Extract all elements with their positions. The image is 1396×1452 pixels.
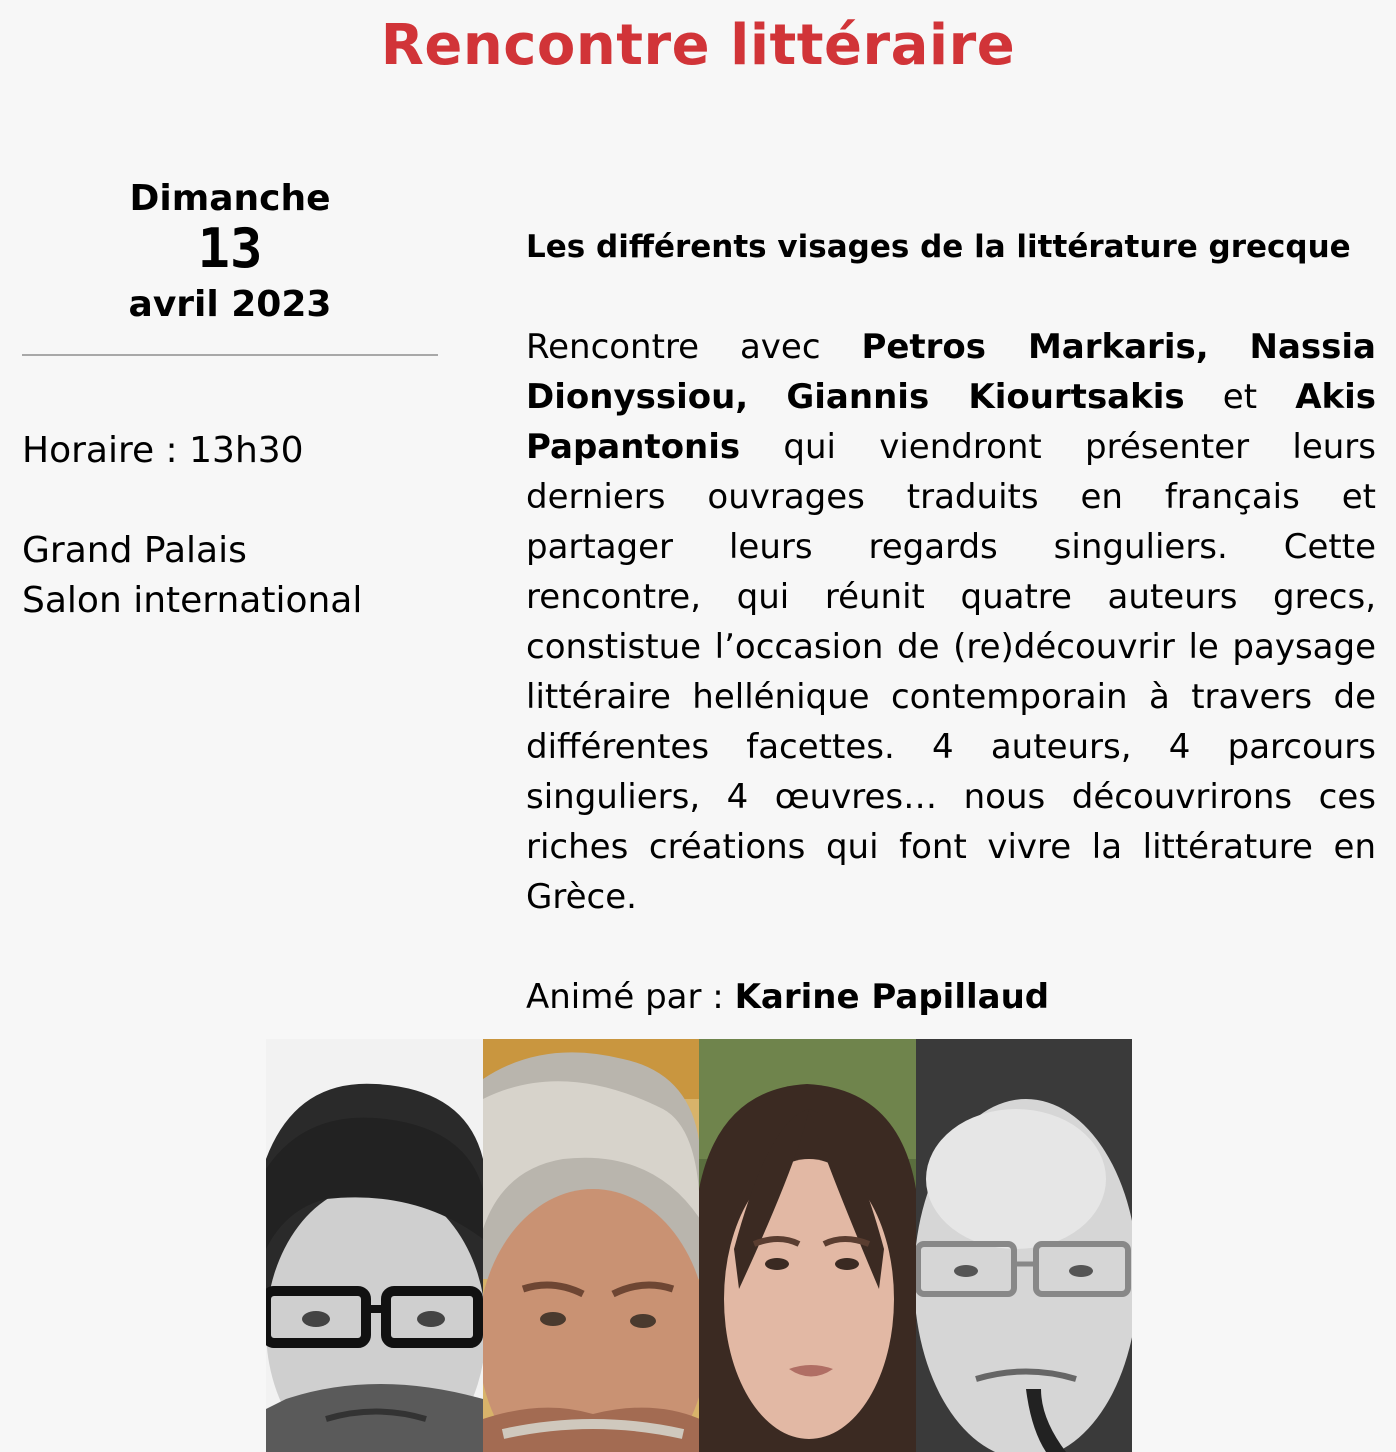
host — [526, 972, 1376, 1022]
author-portrait-2 — [483, 1039, 700, 1452]
date-day-number: 13 — [197, 217, 263, 280]
author-name: Nassia Dionyssiou, — [526, 327, 1376, 417]
author-name: Petros Markaris, — [861, 327, 1209, 367]
event-description — [526, 322, 1376, 922]
schedule-label: Horaire : — [22, 430, 178, 471]
author-portrait-4 — [916, 1039, 1133, 1452]
venue-name: Grand Palais — [22, 530, 247, 571]
host-name: Karine Papillaud — [734, 977, 1050, 1017]
schedule-time: 13h30 — [189, 430, 304, 471]
host-label: Animé par : — [526, 977, 724, 1017]
description-text: qui viendront présenter leurs derniers ouvrages traduits en français et partager leurs regards singuliers. Cette rencontre, qui réunit quatre auteurs grecs, constistue l’occasion de (re)découvrir le paysage littéraire hellénique contemporain à travers de différentes facettes. 4 auteurs, 4 parcours singuliers, 4 œuvres… nous découvrirons ces riches créations qui font vivre la littérature en Grèce. — [526, 427, 1376, 917]
venue-detail: Salon international — [22, 580, 363, 621]
date-weekday: Dimanche — [129, 178, 331, 219]
event-description-column — [526, 222, 1376, 1022]
intro-text: Rencontre avec — [526, 327, 821, 367]
author-portrait-1 — [266, 1039, 483, 1452]
author-name: Giannis Kiourtsakis — [786, 377, 1185, 417]
divider — [22, 354, 438, 356]
authors-photo-strip — [266, 1039, 1132, 1452]
page-title: Rencontre littéraire — [380, 13, 1016, 78]
event-info-column — [22, 176, 438, 626]
conjunction-text: et — [1222, 377, 1258, 417]
author-name: Akis Papantonis — [526, 377, 1377, 467]
venue — [22, 526, 438, 626]
date-month-year: avril 2023 — [128, 284, 332, 325]
date-block — [22, 176, 438, 334]
schedule — [22, 426, 438, 476]
author-portrait-3 — [699, 1039, 916, 1452]
event-subtitle: Les différents visages de la littérature grecque — [526, 229, 1351, 265]
